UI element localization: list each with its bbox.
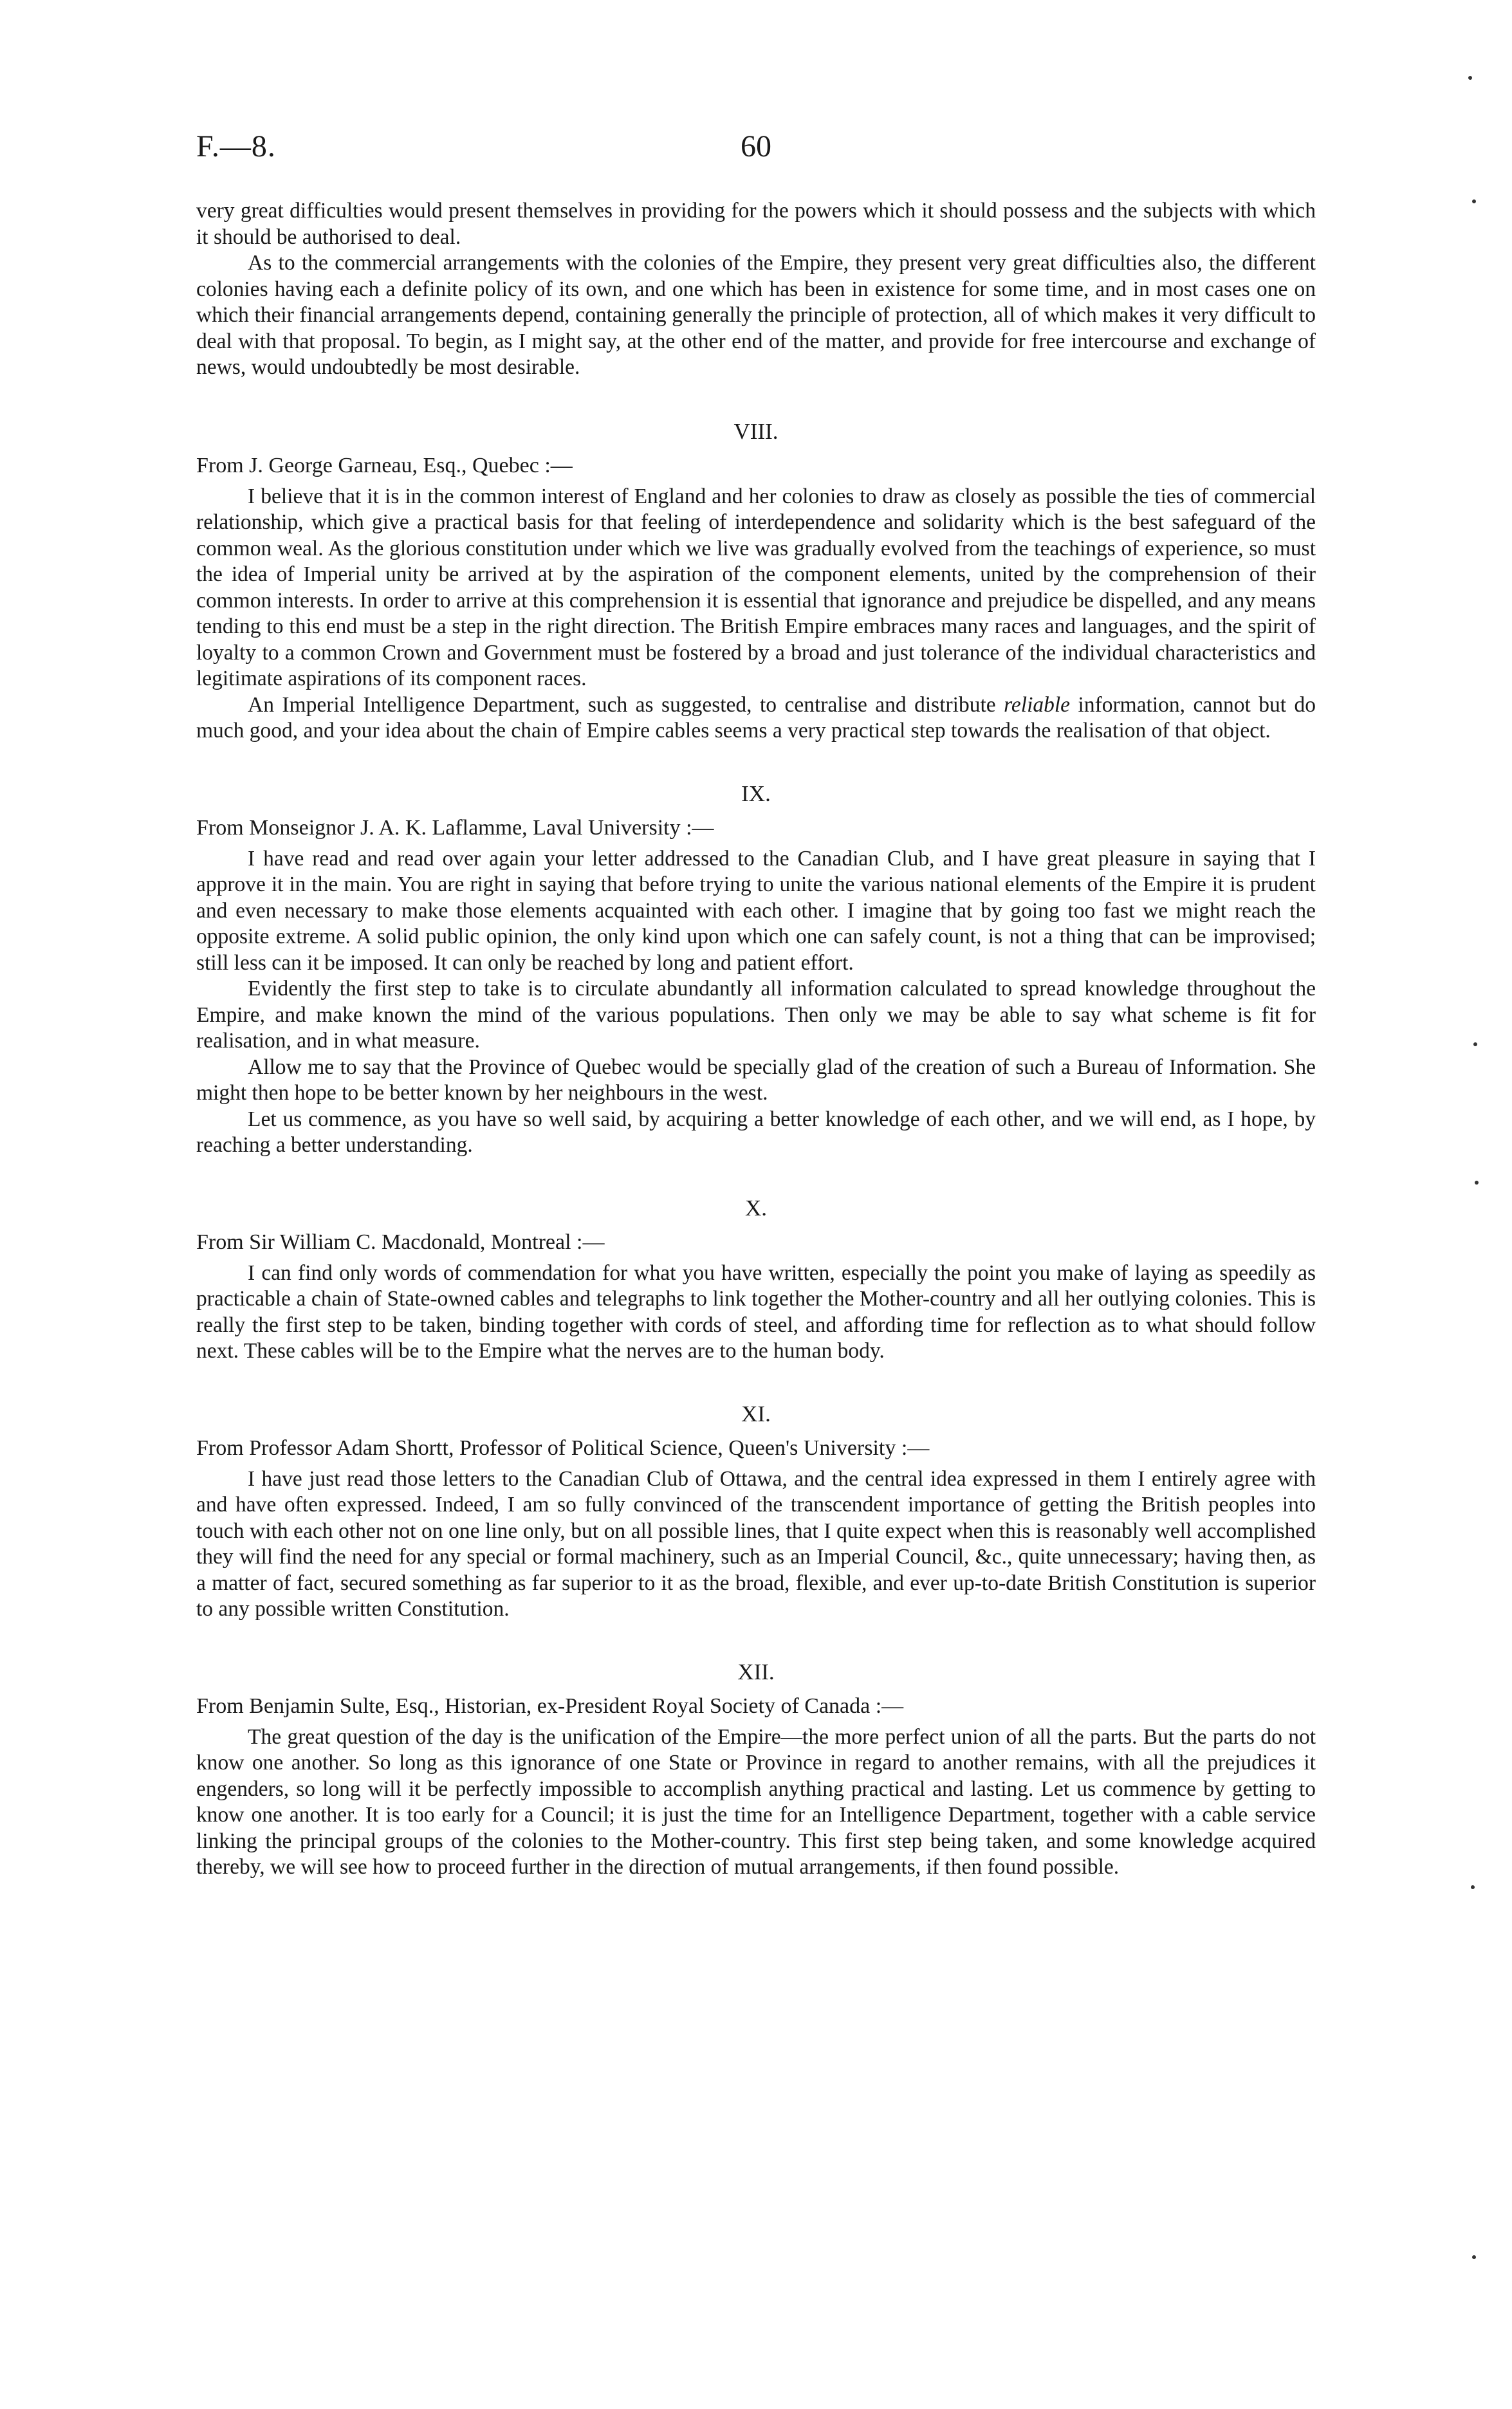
scan-speck [1472,199,1476,203]
section-ix-paragraph-2: Evidently the first step to take is to circulate abundantly all information calculated to spread knowledge throughout the Empire, and make known the mind of the various populations. Then only we may be able to say what scheme is fit for realisation, and in what measure. [196,977,1316,1053]
scan-speck [1468,76,1472,80]
section-number-viii: VIII. [733,418,779,444]
section-ix-paragraph-4: Let us commence, as you have so well said, by acquiring a better knowledge of each other, and we will end, as I hope, by reaching a better understanding. [196,1107,1316,1157]
section-ix-paragraph-3: Allow me to say that the Province of Quebec would be specially glad of the creation of such a Bureau of Information. She might then hope to be better known by her neighbours in the west. [196,1055,1316,1105]
scan-speck [1471,1885,1475,1889]
section-xii-from: From Benjamin Sulte, Esq., Historian, ex-President Royal Society of Canada :— [196,1694,904,1718]
page-number: 60 [741,129,771,163]
section-xii-paragraph-1: The great question of the day is the unification of the Empire—the more perfect union of all the parts. But the parts do not know one another. So long as this ignorance of one State or Province in regard to another remains, with all the prejudices it engenders, so long will it be perfectly impossible to accomplish anything practical and lasting. Let us commence by getting to know one another. It is too early for a Council; it is just the time for an Intelligence Department, together with a cable service linking the principal groups of the colonies to the Mother-country. This first step being taken, and some knowledge acquired thereby, we will see how to proceed further in the direction of mutual arrangements, if then found possible. [196,1724,1316,1879]
section-viii-p2-emphasis: reliable [1004,692,1071,717]
intro-paragraph-1: very great difficulties would present themselves in providing for the powers which it should possess and the subjects with which it should be authorised to deal. [196,199,1316,249]
section-viii-paragraph-1: I believe that it is in the common interest of England and her colonies to draw as closely as possible the ties of commercial relationship, which give a practical basis for that feeling of interdependence and solidarity which is the best safeguard of the common weal. As the glorious constitution under which we live was gradually evolved from the teachings of experience, so must the idea of Imperial unity be arrived at by the aspiration of the component elements, united by the comprehension of their common interests. In order to arrive at this comprehension it is essential that ignorance and prejudice be dispelled, and any means tending to this end must be a step in the right direction. The British Empire embraces many races and languages, and the spirit of loyalty to a common Crown and Government must be fostered by a broad and just tolerance of the individual characteristics and legitimate aspirations of its component races. [196,484,1316,690]
section-number-ix: IX. [741,780,771,806]
section-viii-paragraph-2 [196,692,1316,744]
section-xi-paragraph-1: I have just read those letters to the Canadian Club of Ottawa, and the central idea expressed in them I entirely agree with and have often expressed. Indeed, I am so fully convinced of the transcendent importance of getting the British peoples into touch with each other not on one line only, but on all possible lines, that I quite expect when this is reasonably well accomplished they will find the need for any special or formal machinery, such as an Imperial Council, &c., quite unnecessary; having then, as a matter of fact, secured something as far superior to it as the broad, flexible, and ever up-to-date British Constitution is superior to any possible written Constitution. [196,1466,1316,1621]
section-number-x: X. [744,1195,768,1221]
section-viii-p2-start: An Imperial Intelligence Department, such as suggested, to centralise and distribute [248,692,1004,717]
intro-paragraph-2: As to the commercial arrangements with the colonies of the Empire, they present very great difficulties also, the different colonies having each a definite policy of its own, and one which has been in existence for some time, and in most cases one on which their financial arrangements depend, containing generally the principle of protection, all of which makes it very difficult to deal with that proposal. To begin, as I might say, at the other end of the matter, and provide for free intercourse and exchange of news, would undoubtedly be most desirable. [196,251,1316,379]
section-number-xii: XII. [737,1659,775,1684]
section-viii-p2-end: information, cannot but do much good, and your idea about the chain of Empire cables seems a very practical step towards the realisation of that object. [196,692,1316,743]
page-header [196,129,1316,174]
scan-speck [1473,1042,1477,1046]
section-xi-from: From Professor Adam Shortt, Professor of Political Science, Queen's University :— [196,1435,930,1460]
document-reference: F.—8. [196,129,276,163]
section-viii-from: From J. George Garneau, Esq., Quebec :— [196,453,573,477]
section-number-xi: XI. [741,1401,771,1426]
scan-speck [1472,2255,1476,2259]
section-ix-paragraph-1: I have read and read over again your letter addressed to the Canadian Club, and I have great pleasure in saying that I approve it in the main. You are right in saying that before trying to unite the various national elements of the Empire it is prudent and even necessary to make those elements acquainted with each other. I imagine that by going too fast we might reach the opposite extreme. A solid public opinion, the only kind upon which one can safely count, is not a thing that can be improvised; still less can it be imposed. It can only be reached by long and patient effort. [196,846,1316,975]
section-x-from: From Sir William C. Macdonald, Montreal :— [196,1230,605,1254]
section-ix-from: From Monseignor J. A. K. Laflamme, Laval University :— [196,815,714,840]
section-x-paragraph-1: I can find only words of commendation for what you have written, especially the point you make of laying as speedily as practicable a chain of State-owned cables and telegraphs to link together the Mother-country and all her outlying colonies. This is really the first step to be taken, binding together with cords of steel, and affording time for reflection as to what should follow next. These cables will be to the Empire what the nerves are to the human body. [196,1260,1316,1363]
body-text [196,198,1316,1881]
scan-speck [1475,1181,1479,1185]
